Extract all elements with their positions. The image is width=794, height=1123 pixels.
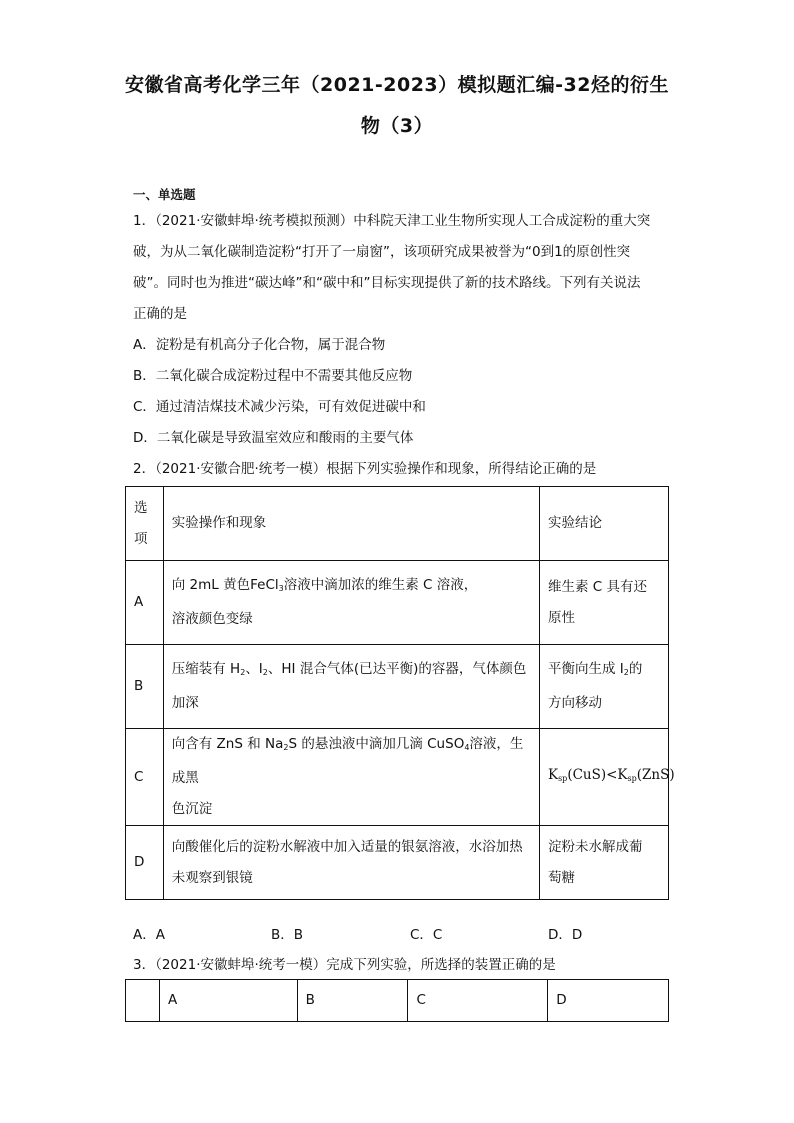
question-1-line: 破，为从二氧化碳制造淀粉“打开了一扇窗”，该项研究成果被誉为“0到1的原创性突 xyxy=(133,244,631,260)
row-conclusion xyxy=(539,826,668,900)
row-conclusion xyxy=(539,561,668,645)
document-title-line2: 物（3） xyxy=(360,115,434,137)
formula-subscript: sp xyxy=(627,774,637,783)
table-row xyxy=(126,645,669,729)
text-line: 淀粉未水解成葡 xyxy=(547,838,643,855)
text-line: 维生素 C 具有还 xyxy=(547,578,647,595)
row-label: C xyxy=(126,729,164,826)
header-operation-cell: 实验操作和现象 xyxy=(163,487,539,561)
text-line: 萄糖 xyxy=(547,869,575,886)
text-line: 色沉淀 xyxy=(171,801,213,817)
formula-subscript: 2 xyxy=(262,668,268,677)
text-span: (CuS)<K xyxy=(567,767,628,783)
text-line: 向酸催化后的淀粉水解液中加入适量的银氨溶液，水浴加热 xyxy=(171,838,523,855)
table-row xyxy=(126,729,669,826)
question-2-answer-c: C．C xyxy=(410,927,443,943)
formula-subscript: 3 xyxy=(278,584,284,593)
header-cell: C xyxy=(408,980,548,1022)
text-span: 溶液中滴加浓的维生素 C 溶液， xyxy=(283,577,478,593)
row-operation xyxy=(163,645,539,729)
question-1-line: 破”。同时也为推进“碳达峰”和“碳中和”目标实现提供了新的技术路线。下列有关说法 xyxy=(133,275,641,291)
text-line: 溶液颜色变绿 xyxy=(171,611,253,627)
header-cell: A xyxy=(159,980,297,1022)
header-option-label: 项 xyxy=(134,530,148,547)
row-conclusion xyxy=(539,645,668,729)
question-1-option-d: D．二氧化碳是导致温室效应和酸雨的主要气体 xyxy=(133,430,414,446)
question-2-answer-b: B．B xyxy=(271,927,304,943)
question-1-option-c: C．通过清洁煤技术减少污染，可有效促进碳中和 xyxy=(133,399,426,415)
header-cell: D xyxy=(548,980,669,1022)
table-row xyxy=(126,826,669,900)
formula: FeCl xyxy=(250,577,279,593)
text-span: 的 xyxy=(628,661,643,677)
row-label: B xyxy=(126,645,164,729)
text-span: 压缩装有 H xyxy=(171,661,241,677)
question-1-option-a: A．淀粉是有机高分子化合物，属于混合物 xyxy=(133,337,386,353)
table-header-row xyxy=(126,487,669,561)
document-title-line1: 安徽省高考化学三年（2021-2023）模拟题汇编-32烃的衍生 xyxy=(125,74,669,96)
formula-subscript: 2 xyxy=(283,743,289,752)
row-operation xyxy=(163,729,539,826)
row-conclusion xyxy=(539,729,675,826)
question-1-line: 正确的是 xyxy=(133,306,187,322)
formula-subscript: 2 xyxy=(240,668,246,677)
section-heading: 一、单选题 xyxy=(133,187,196,202)
text-line: 原性 xyxy=(547,609,575,626)
table-row xyxy=(126,561,669,645)
question-1-line: 1．（2021·安徽蚌埠·统考模拟预测）中科院天津工业生物所实现人工合成淀粉的重大突 xyxy=(133,213,651,229)
text-span: S 的悬浊液中滴加几滴 CuSO xyxy=(288,736,465,752)
question-2-answer-a: A．A xyxy=(133,927,165,943)
formula-subscript: 2 xyxy=(623,668,629,677)
empty-cell xyxy=(126,980,160,1022)
text-span: 向含有 ZnS 和 Na xyxy=(171,736,284,752)
table-header-row xyxy=(126,980,669,1022)
formula-subscript: sp xyxy=(558,774,568,783)
row-label: D xyxy=(126,826,164,900)
question-3-stem: 3．（2021·安徽蚌埠·统考一模）完成下列实验，所选择的装置正确的是 xyxy=(133,957,556,973)
question-2-stem: 2．（2021·安徽合肥·统考一模）根据下列实验操作和现象，所得结论正确的是 xyxy=(133,461,597,477)
header-cell: B xyxy=(297,980,408,1022)
question-3-table xyxy=(125,979,669,1022)
header-option-label: 选 xyxy=(134,499,148,516)
text-span: (ZnS) xyxy=(636,767,675,783)
question-2-table xyxy=(125,486,675,900)
text-span: 、HI 混合气体(已达平衡)的容器，气体颜色 xyxy=(267,661,527,677)
text-line: 加深 xyxy=(171,695,199,711)
text-span: 溶液，生成黑 xyxy=(171,736,524,786)
row-operation xyxy=(163,561,539,645)
text-span: 、I xyxy=(245,661,263,677)
text-line: 未观察到银镜 xyxy=(171,869,253,886)
question-1-option-b: B．二氧化碳合成淀粉过程中不需要其他反应物 xyxy=(133,368,413,384)
text-line: 方向移动 xyxy=(547,695,602,711)
formula-subscript: 4 xyxy=(464,743,470,752)
header-conclusion-cell: 实验结论 xyxy=(539,487,668,561)
header-option-cell xyxy=(126,487,164,561)
text-span: 向 2mL 黄色 xyxy=(171,577,251,593)
question-1-stem xyxy=(133,211,650,335)
text-span: K xyxy=(547,767,559,783)
text-span: 平衡向生成 I xyxy=(547,661,624,677)
question-2-answer-d: D．D xyxy=(548,927,583,943)
row-operation xyxy=(163,826,539,900)
row-label: A xyxy=(126,561,164,645)
